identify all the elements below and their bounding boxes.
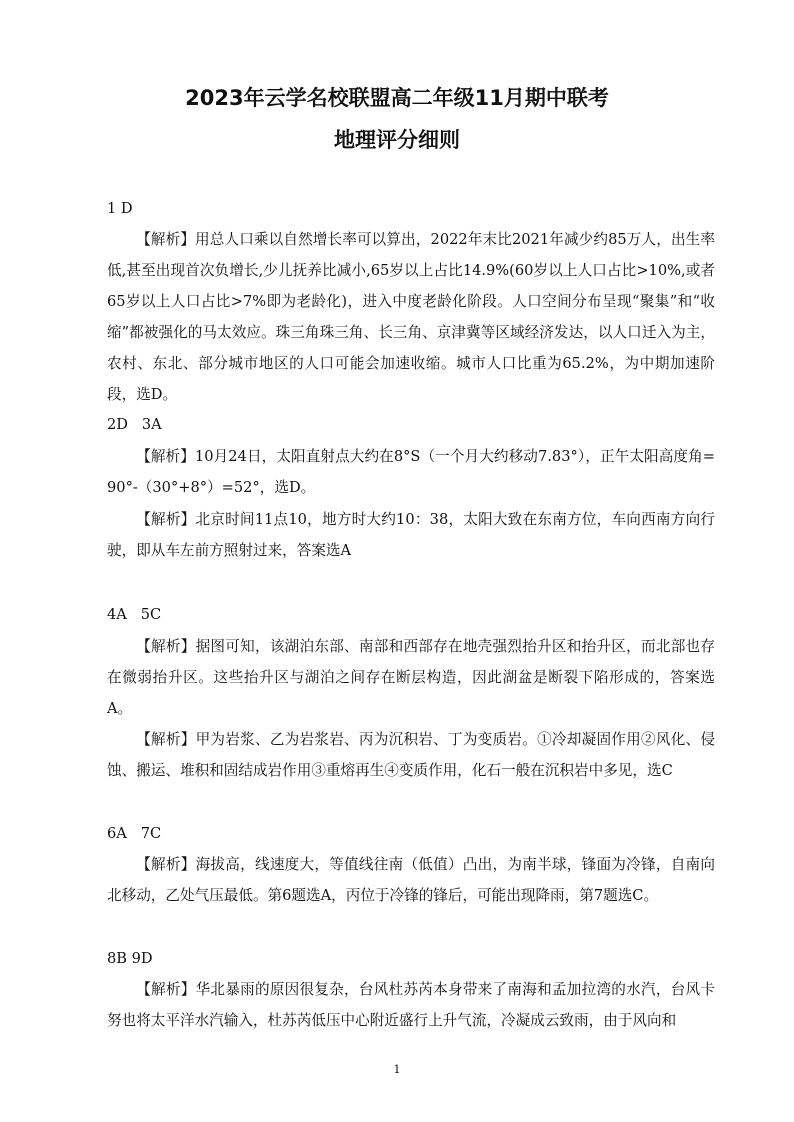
answer-key-4-5: 4A 5C <box>107 606 162 623</box>
document-subtitle: 地理评分细则 <box>334 128 460 152</box>
answer-key-8-9: 8B 9D <box>107 950 153 967</box>
analysis-paragraph: 【解析】海拔高，线速度大，等值线往南（低值）凸出，为南半球，锋面为冷锋，自南向北移动，乙处气压最低。第6题选A，丙位于冷锋的锋后，可能出现降雨，第7题选C。 <box>107 856 715 904</box>
analysis-paragraph: 【解析】甲为岩浆、乙为岩浆岩、丙为沉积岩、丁为变质岩。①冷却凝固作用②风化、侵蚀、搬运、堆积和固结成岩作用③重熔再生④变质作用，化石一般在沉积岩中多见，选C <box>107 731 715 779</box>
analysis-paragraph: 【解析】据图可知，该湖泊东部、南部和西部存在地壳强烈抬升区和抬升区，而北部也存在微弱抬升区。这些抬升区与湖泊之间存在断层构造，因此湖盆是断裂下陷形成的，答案选A。 <box>107 638 715 717</box>
analysis-paragraph: 【解析】10月24日，太阳直射点大约在8°S（一个月大约移动7.83°），正午太阳高度角=90°-（30°+8°）=52°，选D。 <box>107 448 715 496</box>
answer-key-6-7: 6A 7C <box>107 825 162 842</box>
analysis-paragraph: 【解析】北京时间11点10，地方时大约10：38，太阳大致在东南方位，车向西南方向行驶，即从车左前方照射过来，答案选A <box>107 511 715 559</box>
answer-key-2-3: 2D 3A <box>107 416 162 433</box>
document-title: 2023年云学名校联盟高二年级11月期中联考 <box>185 86 609 110</box>
analysis-paragraph: 【解析】华北暴雨的原因很复杂，台风杜苏芮本身带来了南海和孟加拉湾的水汽，台风卡努也将太平洋水汽输入，杜苏芮低压中心附近盛行上升气流，冷凝成云致雨，由于风向和 <box>107 981 715 1029</box>
page-number: 1 <box>393 1063 401 1076</box>
analysis-paragraph: 【解析】用总人口乘以自然增长率可以算出，2022年末比2021年减少约85万人，出生率低,甚至出现首次负增长,少儿抚养比减小,65岁以上占比14.9%(60岁以上人口占比>10%,或者65岁以上人口占比>7%即为老龄化)，进入中度老龄化阶段。人口空间分布呈现“聚集”和“收缩”都被强化的马太效应。珠三角珠三角、长三角、京津冀等区域经济发达，以人口迁入为主，农村、东北、部分城市地区的人口可能会加速收缩。城市人口比重为65.2%，为中期加速阶段，选D。 <box>107 231 715 403</box>
answer-key-1: 1 D <box>107 200 133 217</box>
